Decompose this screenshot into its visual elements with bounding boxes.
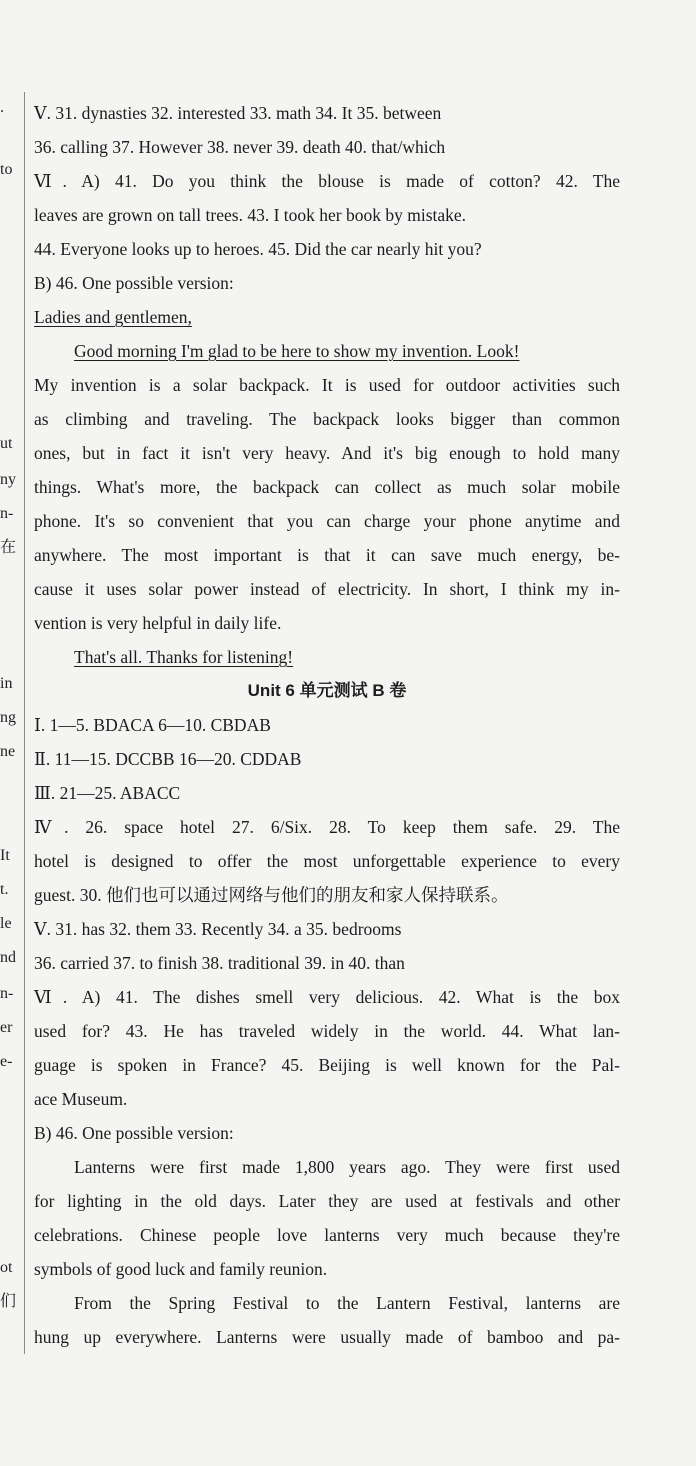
- text-line: [34, 368, 620, 402]
- text-line: [34, 980, 620, 1014]
- text-line: [34, 1116, 620, 1150]
- text-line-content: symbols of good luck and family reunion.: [34, 1259, 328, 1279]
- text-line: [34, 912, 620, 946]
- text-line-content: Lanterns were first made 1,800 years ago. They were first used: [74, 1157, 620, 1177]
- text-line-content: ace Museum.: [34, 1089, 128, 1109]
- text-line-content: 44. Everyone looks up to heroes. 45. Did the car nearly hit you?: [34, 239, 482, 259]
- text-line-content: used for? 43. He has traveled widely in the world. 44. What lan-: [34, 1021, 620, 1041]
- margin-fragment: n-: [0, 985, 14, 1002]
- margin-fragment: nd: [0, 949, 16, 966]
- text-line: [34, 164, 620, 198]
- text-line-content: as climbing and traveling. The backpack looks bigger than common: [34, 409, 620, 429]
- margin-fragment: 在: [0, 539, 17, 556]
- text-line: [34, 266, 620, 300]
- text-line-content: 36. carried 37. to finish 38. traditional 39. in 40. than: [34, 953, 405, 973]
- margin-fragment: ot: [0, 1259, 13, 1276]
- margin-fragment: in: [0, 675, 13, 692]
- text-line: [34, 1320, 620, 1354]
- text-line-content: hotel is designed to offer the most unforgettable experience to every: [34, 851, 620, 871]
- margin-fragment: e-: [0, 1053, 13, 1070]
- text-line-content: cause it uses solar power instead of electricity. In short, I think my in-: [34, 579, 620, 599]
- margin-fragment: ut: [0, 435, 13, 452]
- margin-fragment: to: [0, 161, 13, 178]
- text-line: [34, 1082, 620, 1116]
- text-line-content: Ⅱ. 11—15. DCCBB 16—20. CDDAB: [34, 749, 302, 769]
- text-line-content: vention is very helpful in daily life.: [34, 613, 282, 633]
- text-line: [34, 606, 620, 640]
- text-line-content: anywhere. The most important is that it can save much energy, be-: [34, 545, 620, 565]
- text-line-content: B) 46. One possible version:: [34, 1123, 234, 1143]
- text-line: [34, 1048, 620, 1082]
- text-line-content: That's all. Thanks for listening!: [74, 647, 294, 667]
- text-line: [34, 844, 620, 878]
- text-line-content: Unit 6 单元测试 B 卷: [247, 681, 407, 700]
- text-line: [34, 232, 620, 266]
- text-line: [34, 1286, 620, 1320]
- text-line-content: Ⅴ. 31. has 32. them 33. Recently 34. a 35. bedrooms: [34, 919, 402, 939]
- text-line: [34, 1014, 620, 1048]
- text-line-content: B) 46. One possible version:: [34, 273, 234, 293]
- text-line: [34, 334, 620, 368]
- text-line-content: Ⅵ. A) 41. The dishes smell very delicious. 42. What is the box: [34, 987, 620, 1007]
- text-line: [34, 810, 620, 844]
- text-line: [34, 572, 620, 606]
- text-line: [34, 946, 620, 980]
- text-line-content: ones, but in fact it isn't very heavy. And it's big enough to hold many: [34, 443, 620, 463]
- margin-fragment: n-: [0, 505, 14, 522]
- text-line: [34, 640, 620, 674]
- text-line: [34, 300, 620, 334]
- text-line-content: Ⅰ. 1—5. BDACA 6—10. CBDAB: [34, 715, 271, 735]
- text-line: [34, 130, 620, 164]
- text-line: [34, 742, 620, 776]
- text-line-content: guest. 30. 他们也可以通过网络与他们的朋友和家人保持联系。: [34, 885, 509, 905]
- text-line-content: Ⅲ. 21—25. ABACC: [34, 783, 181, 803]
- margin-fragment: It: [0, 847, 10, 864]
- text-line-content: phone. It's so convenient that you can charge your phone anytime and: [34, 511, 620, 531]
- answer-key-text: [34, 96, 620, 1354]
- margin-fragment: .: [0, 99, 4, 116]
- margin-fragment: 们: [0, 1293, 17, 1310]
- text-line: [34, 776, 620, 810]
- text-line-content: My invention is a solar backpack. It is used for outdoor activities such: [34, 375, 620, 395]
- text-line-content: Ⅳ. 26. space hotel 27. 6/Six. 28. To keep them safe. 29. The: [34, 817, 620, 837]
- text-line: [34, 402, 620, 436]
- text-line-content: Ladies and gentlemen,: [34, 307, 192, 327]
- text-line: [34, 1184, 620, 1218]
- text-line-content: Ⅴ. 31. dynasties 32. interested 33. math 34. It 35. between: [34, 103, 442, 123]
- text-line: [34, 1252, 620, 1286]
- text-line: [34, 878, 620, 912]
- text-line-content: celebrations. Chinese people love lanterns very much because they're: [34, 1225, 620, 1245]
- text-line-content: From the Spring Festival to the Lantern Festival, lanterns are: [74, 1293, 620, 1313]
- text-line: [34, 708, 620, 742]
- text-line-content: guage is spoken in France? 45. Beijing is well known for the Pal-: [34, 1055, 620, 1075]
- unit-title: [34, 674, 620, 708]
- text-line-content: 36. calling 37. However 38. never 39. death 40. that/which: [34, 137, 446, 157]
- text-line: [34, 1218, 620, 1252]
- text-line-content: leaves are grown on tall trees. 43. I took her book by mistake.: [34, 205, 467, 225]
- text-line-content: Ⅵ. A) 41. Do you think the blouse is made of cotton? 42. The: [34, 171, 620, 191]
- text-line-content: things. What's more, the backpack can collect as much solar mobile: [34, 477, 620, 497]
- text-line-content: Good morning I'm glad to be here to show my invention. Look!: [74, 341, 520, 361]
- margin-fragment: ng: [0, 709, 16, 726]
- margin-fragment: t.: [0, 881, 9, 898]
- text-line: [34, 504, 620, 538]
- margin-fragment: ny: [0, 471, 16, 488]
- text-line: [34, 198, 620, 232]
- margin-fragment: le: [0, 915, 12, 932]
- text-line: [34, 436, 620, 470]
- text-line: [34, 470, 620, 504]
- text-line: [34, 538, 620, 572]
- page-divider-line: [24, 92, 25, 1354]
- margin-fragment: ne: [0, 743, 16, 760]
- text-line-content: hung up everywhere. Lanterns were usually made of bamboo and pa-: [34, 1327, 620, 1347]
- text-line: [34, 96, 620, 130]
- text-line: [34, 1150, 620, 1184]
- margin-fragment: er: [0, 1019, 13, 1036]
- text-line-content: for lighting in the old days. Later they are used at festivals and other: [34, 1191, 620, 1211]
